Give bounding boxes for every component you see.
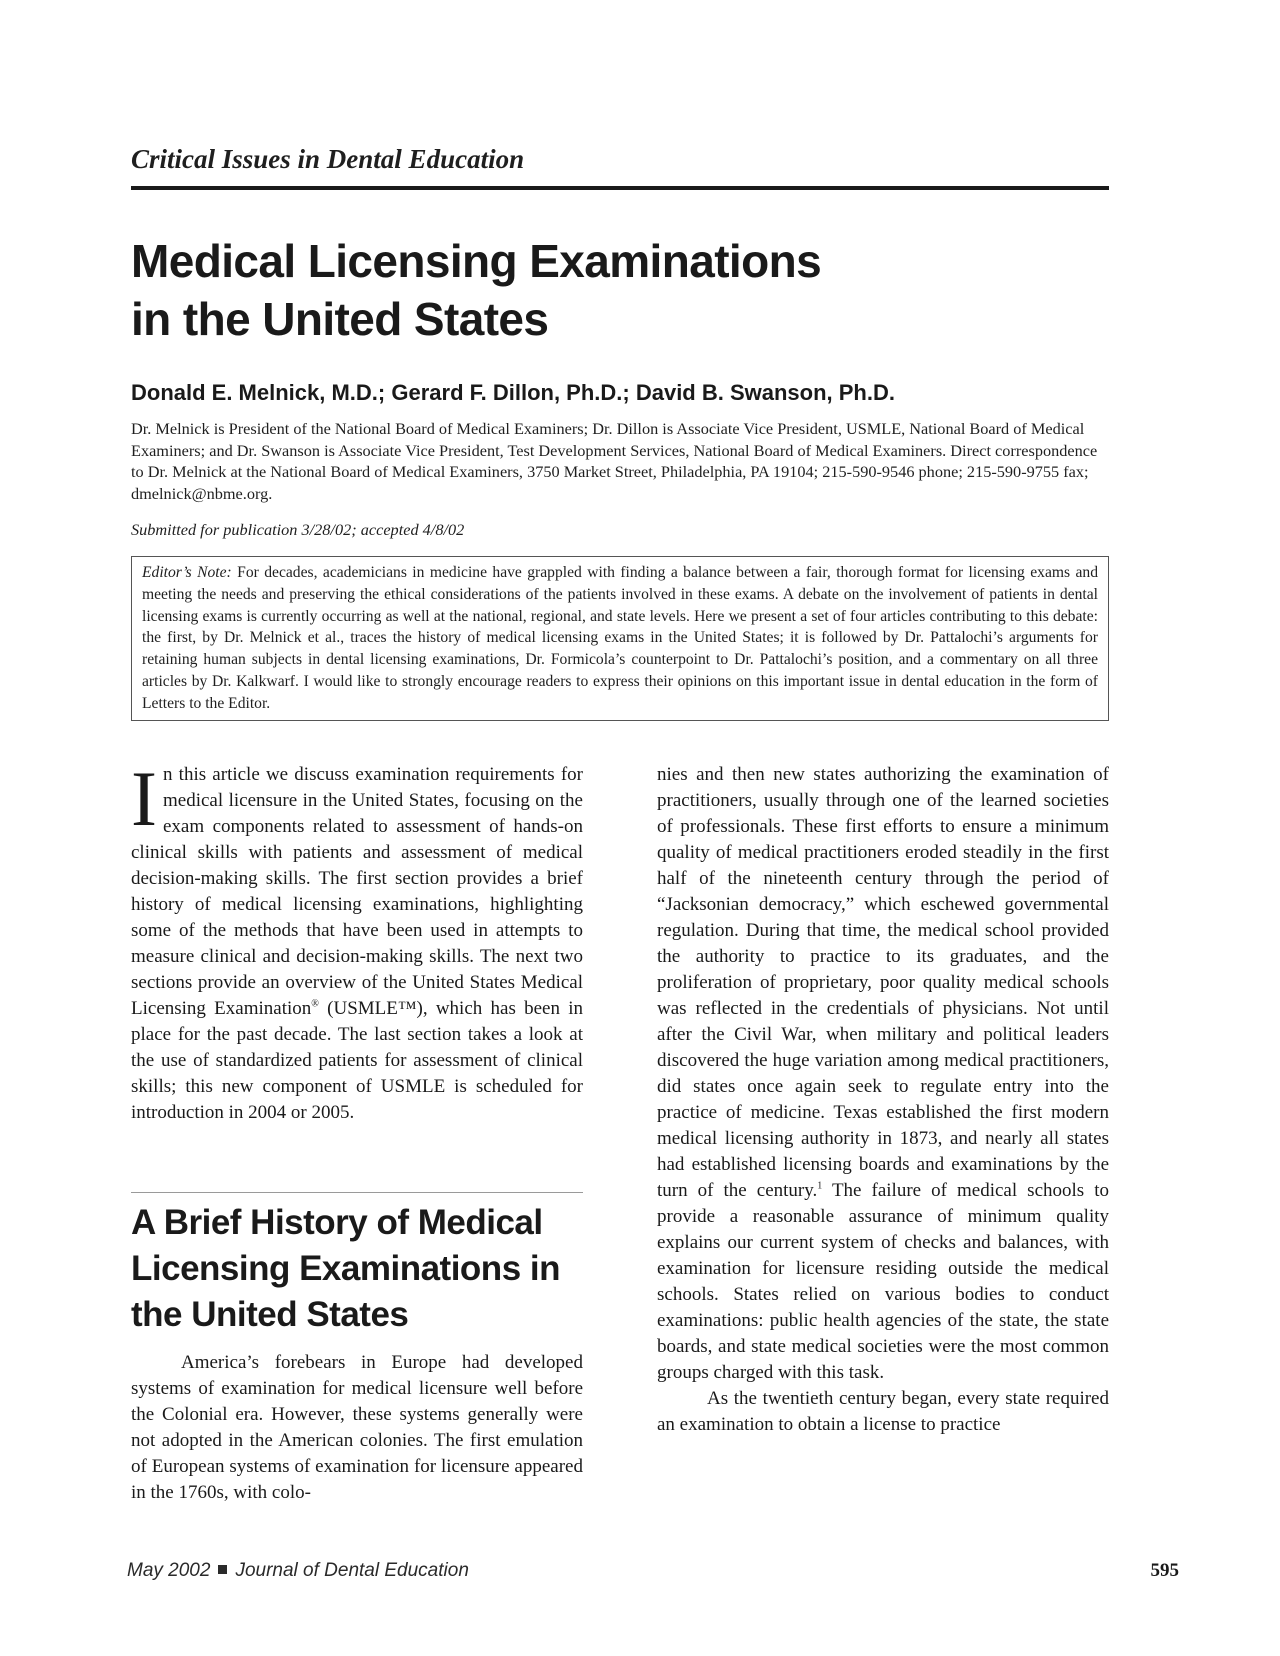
section-label: Critical Issues in Dental Education	[131, 144, 525, 174]
left-column-history	[131, 1350, 583, 1506]
editors-note-box	[131, 556, 1109, 721]
history-paragraph: America’s forebears in Europe had developed systems of examination for medical licensure well before the Colonial era. However, these systems generally were not adopted in the American colonies. The first emulation of European systems of examination for licensure appeared in the 1760s, with colo-	[131, 1352, 583, 1503]
editors-note-text: For decades, academicians in medicine have grappled with finding a balance between a fair, thorough format for licensing exams and meeting the needs and preserving the ethical considerations of the patients involved in these exams. A debate on the involvement of patients in dental licensing exams is currently occurring as well at the national, regional, and state levels. Here we present a set of four articles contributing to this debate: the first, by Dr. Melnick et al., traces the history of medical licensing exams in the United States; it is followed by Dr. Pattalochi’s arguments for retaining human subjects in dental licensing examinations, Dr. Formicola’s counterpoint to Dr. Pattalochi’s position, and a commentary on all three articles by Dr. Kalkwarf. I would like to strongly encourage readers to express their opinions on this important issue in dental education in the form of Letters to the Editor.	[142, 564, 1098, 712]
author-list: Donald E. Melnick, M.D.; Gerard F. Dillon, Ph.D.; David B. Swanson, Ph.D.	[131, 380, 895, 405]
article-title-line1: Medical Licensing Examinations	[131, 235, 822, 287]
footer-citation	[127, 1560, 469, 1582]
left-column-intro	[131, 755, 584, 1126]
section-heading: A Brief History of Medical Licensing Examinations in the United States	[131, 1203, 560, 1334]
reference-marker: 1	[817, 1180, 823, 1192]
right-paragraph-2: As the twentieth century began, every state required an examination to obtain a license to practice	[657, 1388, 1109, 1435]
article-title	[131, 232, 1031, 348]
footer-journal: Journal of Dental Education	[235, 1560, 469, 1581]
footer-date: May 2002	[127, 1560, 211, 1581]
page-number: 595	[1150, 1560, 1179, 1581]
intro-text-part1: n this article we discuss examination requirements for medical licensure in the United States, focusing on the exam components related to assessment of hands-on clinical skills with patients and assessment of medical decision-making skills. The first section provides a brief history of medical licensing examinations, highlighting some of the methods that have been used in attempts to measure clinical and decision-making skills. The next two sections provide an overview of the United States Medical Licensing Examination	[131, 764, 583, 1019]
right-paragraph-1-part2: The failure of medical schools to provide a reasonable assurance of minimum quality explains our current system of checks and balances, with examination for licensure residing outside the medical schools. States relied on various bodies to conduct examinations: public health agencies of the state, the state boards, and state medical societies were the most common groups charged with this task.	[657, 1180, 1109, 1383]
intro-paragraph	[131, 755, 584, 1126]
intro-text-part2: (USMLE™), which has been in place for the past decade. The last section takes a look at the use of standardized patients for assessment of clinical skills; this new component of USMLE is scheduled for introduction in 2004 or 2005.	[131, 998, 584, 1123]
square-bullet-icon	[218, 1565, 227, 1574]
article-title-line2: in the United States	[131, 293, 549, 345]
drop-cap: I	[131, 755, 157, 842]
right-paragraph-1-part1: nies and then new states authorizing the examination of practitioners, usually through one of the learned societies of professionals. These first efforts to ensure a minimum quality of medical practitioners eroded steadily in the first half of the nineteenth century through the period of “Jacksonian democracy,” which eschewed governmental regulation. During that time, the medical school provided the authority to practice to its graduates, and the proliferation of proprietary, poor quality medical schools was reflected in the credentials of physicians. Not until after the Civil War, when military and political leaders discovered the huge variation among medical practitioners, did states once again seek to regulate entry into the practice of medicine. Texas established the first modern medical licensing authority in 1873, and nearly all states had established licensing boards and examinations by the turn of the century.	[657, 764, 1109, 1201]
author-affiliation: Dr. Melnick is President of the National Board of Medical Examiners; Dr. Dillon is Associate Vice President, USMLE, National Board of Medical Examiners; and Dr. Swanson is Associate Vice President, Test Development Services, National Board of Medical Examiners. Direct correspondence to Dr. Melnick at the National Board of Medical Examiners, 3750 Market Street, Philadelphia, PA 19104; 215-590-9546 phone; 215-590-9755 fax; dmelnick@nbme.org.	[131, 419, 1098, 503]
editors-note-lead: Editor’s Note:	[142, 564, 232, 581]
right-paragraph-1	[657, 762, 1109, 1386]
right-column	[657, 762, 1109, 1438]
registered-mark: ®	[311, 998, 319, 1010]
header-rule	[131, 186, 1109, 190]
section-divider	[131, 1192, 583, 1193]
submission-dates: Submitted for publication 3/28/02; accepted 4/8/02	[131, 520, 465, 539]
